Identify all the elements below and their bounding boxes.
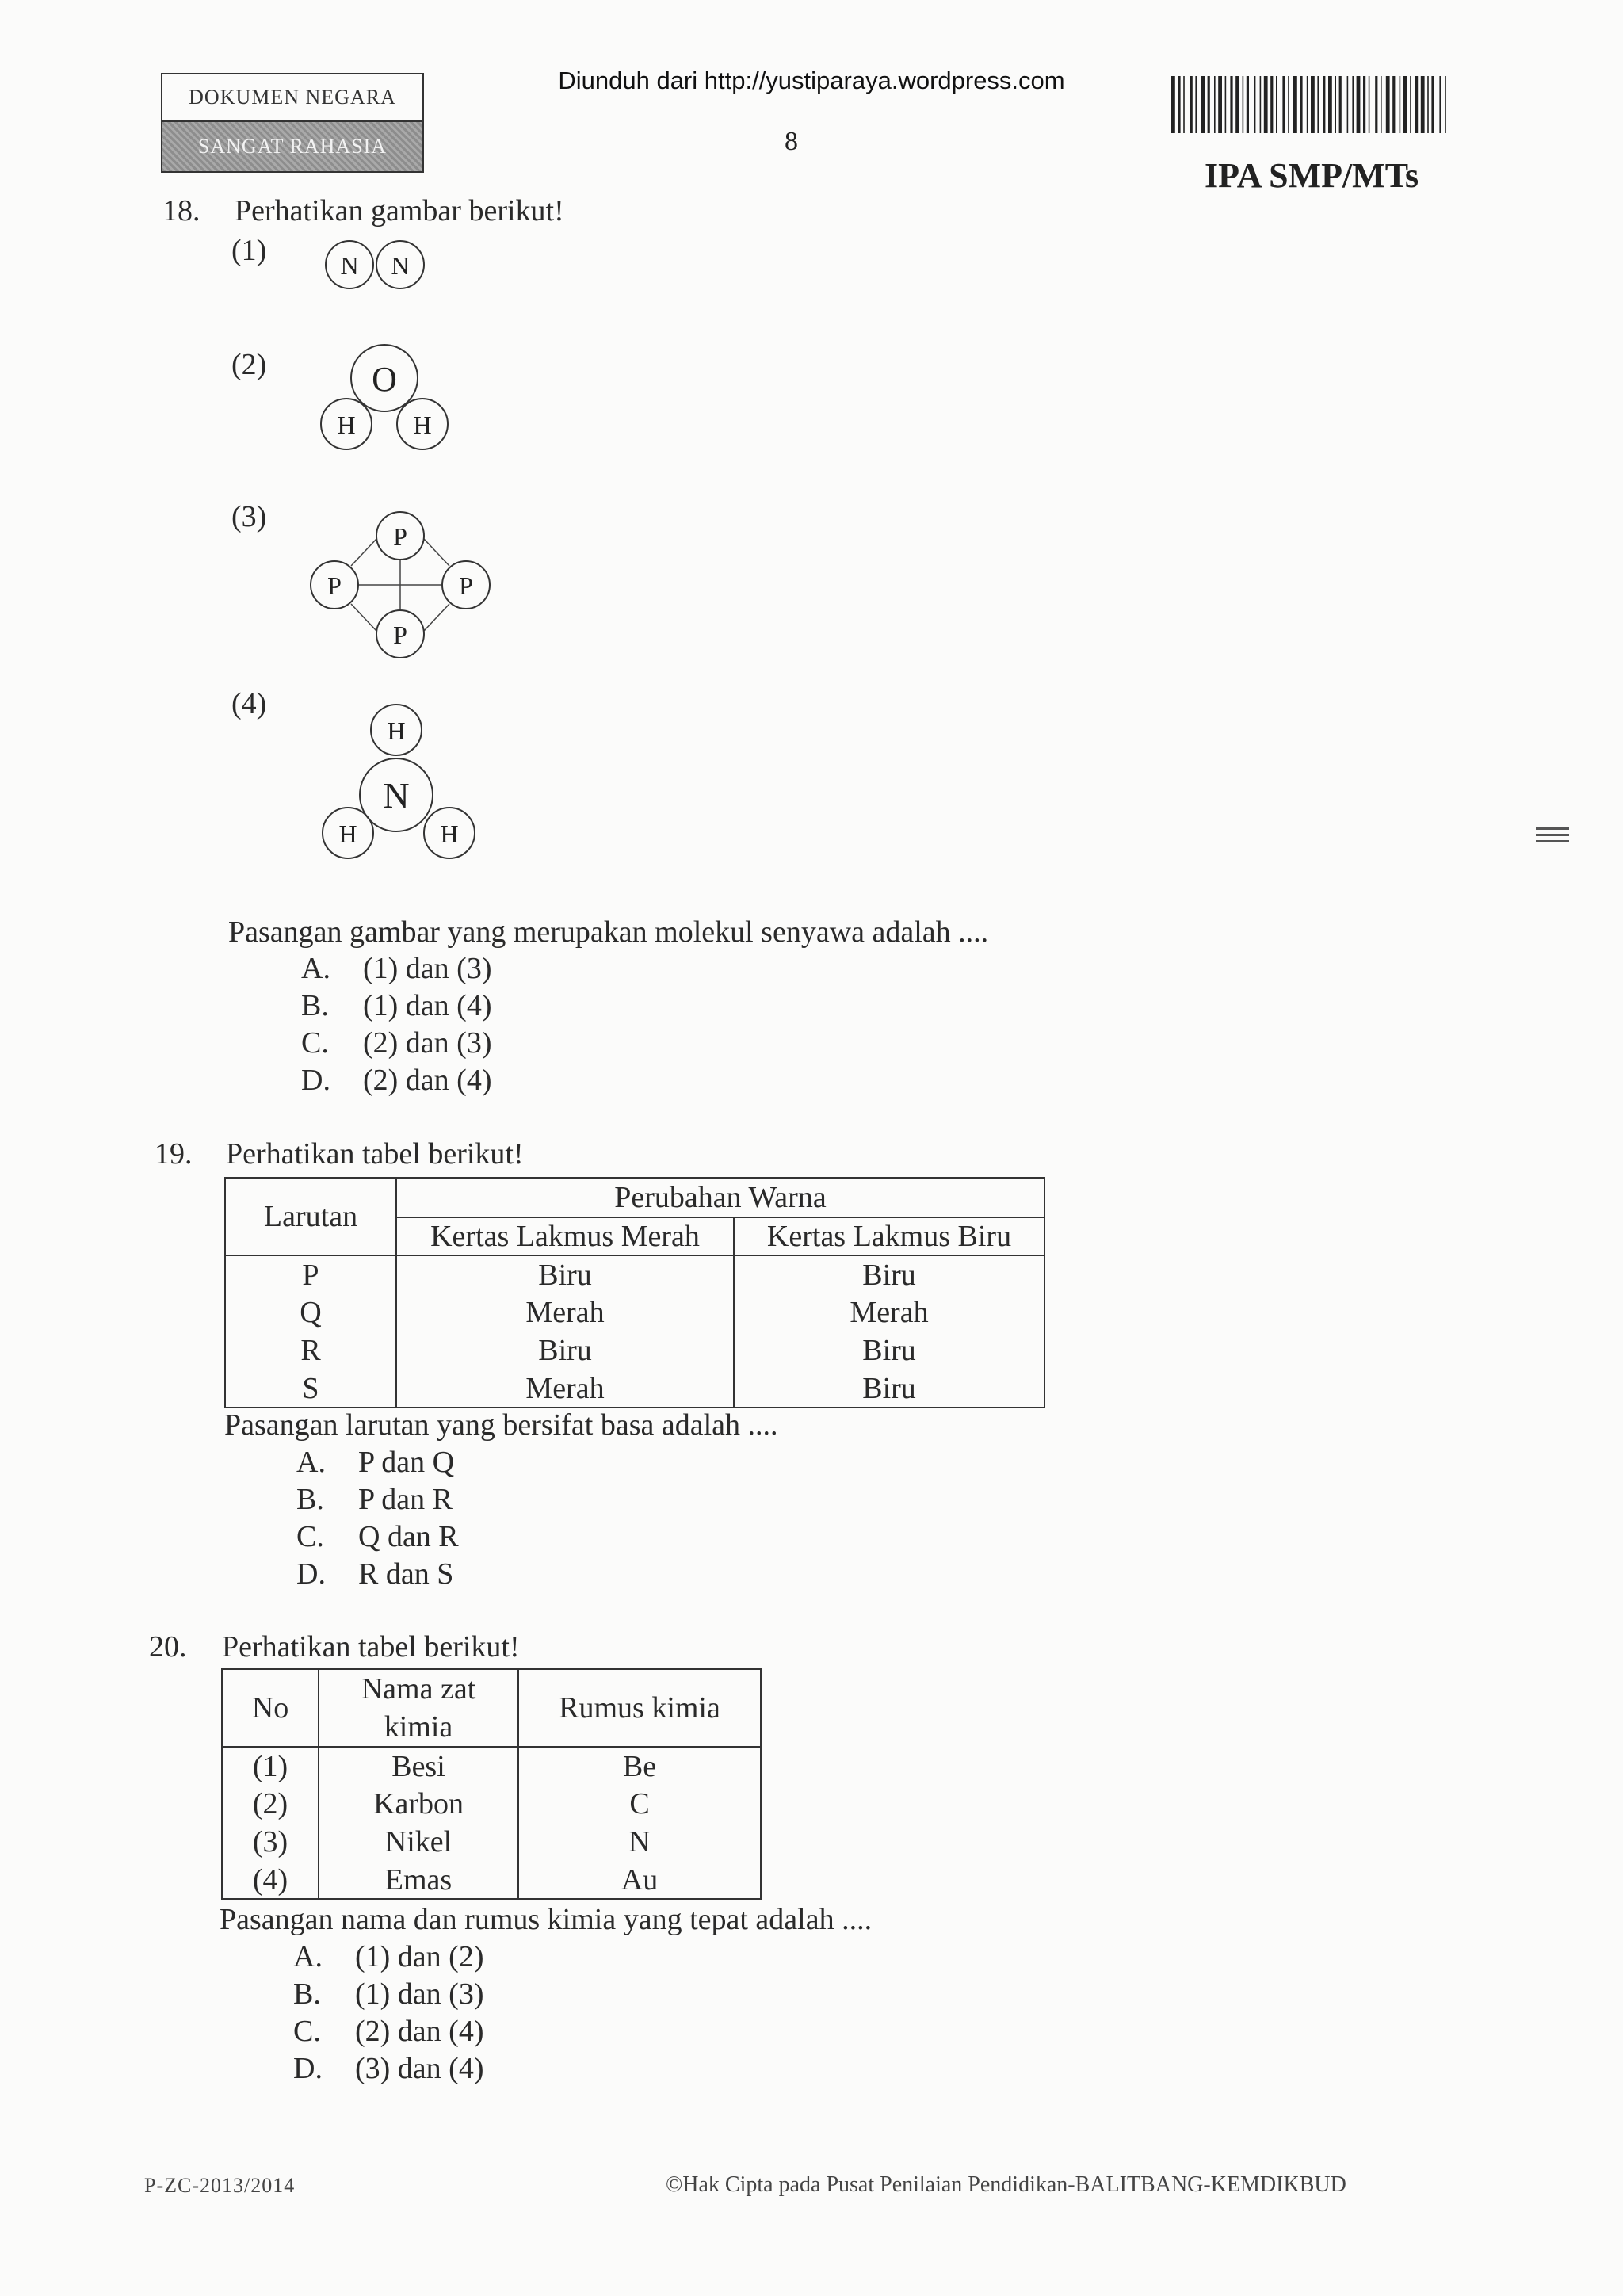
atom-label: H	[337, 411, 356, 439]
barcode-image	[1171, 76, 1450, 133]
atom-label: P	[393, 621, 407, 649]
answer-option-b[interactable]: B. (1) dan (4)	[301, 989, 492, 1022]
chemical-formula-table	[221, 1668, 762, 1900]
atom-label: O	[372, 360, 397, 399]
atom-label: H	[338, 819, 357, 848]
table-row: P Biru Biru	[225, 1255, 1044, 1293]
barcode-bar	[1230, 76, 1232, 133]
barcode-bar	[1323, 76, 1325, 133]
col-perubahan-warna: Perubahan Warna	[396, 1178, 1044, 1217]
answer-option-d[interactable]: D. (3) dan (4)	[293, 2052, 484, 2085]
question-text: Pasangan gambar yang merupakan molekul senyawa adalah ....	[228, 915, 989, 949]
barcode-bar	[1352, 76, 1354, 133]
subject-title: IPA SMP/MTs	[1205, 156, 1419, 195]
answer-option-c[interactable]: C. (2) dan (3)	[301, 1026, 492, 1060]
answer-option-a[interactable]: A. (1) dan (2)	[293, 1940, 484, 1973]
atom-label: H	[387, 716, 406, 745]
barcode-bar	[1247, 76, 1249, 133]
barcode-bar	[1225, 76, 1227, 133]
col-larutan: Larutan	[225, 1178, 396, 1255]
atom-label: N	[391, 251, 410, 280]
barcode-bar	[1276, 76, 1277, 133]
litmus-table	[224, 1177, 1045, 1408]
barcode-bar	[1243, 76, 1244, 133]
table-row: (4) Emas Au	[222, 1861, 761, 1899]
atom-label: P	[327, 571, 342, 600]
barcode-bar	[1300, 76, 1302, 133]
barcode-bar	[1183, 76, 1185, 133]
barcode-bar	[1347, 76, 1349, 133]
barcode-bar	[1171, 76, 1175, 133]
exam-code: P-ZC-2013/2014	[144, 2174, 296, 2197]
barcode-bar	[1357, 76, 1361, 133]
barcode-bar	[1218, 76, 1222, 133]
doc-label-top: DOKUMEN NEGARA	[162, 74, 422, 122]
barcode-bar	[1439, 76, 1441, 133]
col-lakmus-merah: Kertas Lakmus Merah	[396, 1217, 734, 1255]
answer-option-a[interactable]: A. P dan Q	[296, 1446, 455, 1479]
barcode-bar	[1317, 76, 1319, 133]
col-rumus-kimia: Rumus kimia	[518, 1669, 761, 1747]
barcode-bar	[1421, 76, 1425, 133]
copyright-notice: ©Hak Cipta pada Pusat Penilaian Pendidikan-BALITBANG-KEMDIKBUD	[666, 2172, 1346, 2197]
question-text: Pasangan nama dan rumus kimia yang tepat adalah ....	[220, 1903, 873, 1936]
barcode-bar	[1403, 76, 1407, 133]
barcode-bar	[1208, 76, 1210, 133]
barcode-bar	[1400, 76, 1401, 133]
barcode-bar	[1410, 76, 1411, 133]
atom-label: N	[383, 775, 410, 816]
molecule-p4	[305, 507, 495, 658]
barcode-bar	[1260, 76, 1262, 133]
barcode-bar	[1392, 76, 1395, 133]
barcode-bar	[1311, 76, 1315, 133]
barcode-bar	[1178, 76, 1180, 133]
barcode-bar	[1445, 76, 1446, 133]
barcode-bar	[1214, 76, 1216, 133]
figure-label: (3)	[231, 500, 267, 533]
barcode-bar	[1339, 76, 1342, 133]
question-number: 18.	[162, 194, 200, 227]
barcode-bar	[1363, 76, 1365, 133]
molecule-h2o	[313, 337, 456, 456]
barcode-bar	[1254, 76, 1256, 133]
figure-label: (4)	[231, 687, 267, 720]
page-number: 8	[785, 127, 798, 156]
atom-label: H	[440, 819, 459, 848]
barcode-bar	[1195, 76, 1197, 133]
figure-label: (1)	[231, 234, 267, 267]
table-row: (2) Karbon C	[222, 1785, 761, 1823]
barcode-bar	[1190, 76, 1193, 133]
barcode-bar	[1427, 76, 1429, 133]
atom-label: H	[413, 411, 432, 439]
question-prompt: Perhatikan tabel berikut!	[226, 1137, 524, 1171]
barcode-bar	[1386, 76, 1390, 133]
col-nama-zat: Nama zat kimia	[319, 1669, 518, 1747]
barcode-bar	[1288, 76, 1289, 133]
answer-option-b[interactable]: B. P dan R	[296, 1483, 453, 1516]
barcode-bar	[1293, 76, 1297, 133]
barcode-bar	[1369, 76, 1370, 133]
doc-label-bottom: SANGAT RAHASIA	[162, 122, 422, 171]
scan-mark	[1536, 827, 1569, 846]
barcode-bar	[1282, 76, 1285, 133]
download-source-text: Diunduh dari http://yustiparaya.wordpress.com	[558, 67, 1065, 94]
table-row: Q Merah Merah	[225, 1293, 1044, 1331]
barcode-bar	[1235, 76, 1239, 133]
figure-label: (2)	[231, 348, 267, 381]
question-prompt: Perhatikan gambar berikut!	[235, 194, 564, 227]
col-no: No	[222, 1669, 319, 1747]
table-row: (3) Nikel N	[222, 1823, 761, 1861]
barcode-bar	[1415, 76, 1418, 133]
molecule-n2	[321, 238, 432, 293]
question-prompt: Perhatikan tabel berikut!	[222, 1630, 520, 1664]
barcode-bar	[1270, 76, 1273, 133]
barcode-bar	[1328, 76, 1332, 133]
barcode-bar	[1431, 76, 1434, 133]
barcode-bar	[1201, 76, 1205, 133]
barcode-bar	[1375, 76, 1377, 133]
question-number: 19.	[155, 1137, 193, 1171]
question-number: 20.	[149, 1630, 187, 1664]
answer-option-c[interactable]: C. (2) dan (4)	[293, 2015, 484, 2048]
barcode-bar	[1381, 76, 1382, 133]
answer-option-c[interactable]: C. Q dan R	[296, 1520, 459, 1553]
atom-label: N	[340, 251, 359, 280]
question-text: Pasangan larutan yang bersifat basa adalah ....	[224, 1408, 778, 1442]
answer-option-d[interactable]: D. (2) dan (4)	[301, 1064, 492, 1097]
atom-label: P	[393, 522, 407, 551]
col-lakmus-biru: Kertas Lakmus Biru	[734, 1217, 1044, 1255]
barcode-bar	[1335, 76, 1336, 133]
table-row: S Merah Biru	[225, 1370, 1044, 1408]
atom-label: P	[459, 571, 473, 600]
molecule-nh3	[313, 701, 495, 868]
answer-option-b[interactable]: B. (1) dan (3)	[293, 1977, 484, 2011]
barcode-bar	[1307, 76, 1308, 133]
table-row: (1) Besi Be	[222, 1747, 761, 1785]
barcode-bar	[1264, 76, 1268, 133]
table-row: R Biru Biru	[225, 1331, 1044, 1370]
answer-option-d[interactable]: D. R dan S	[296, 1557, 454, 1591]
answer-option-a[interactable]: A. (1) dan (3)	[301, 952, 492, 985]
